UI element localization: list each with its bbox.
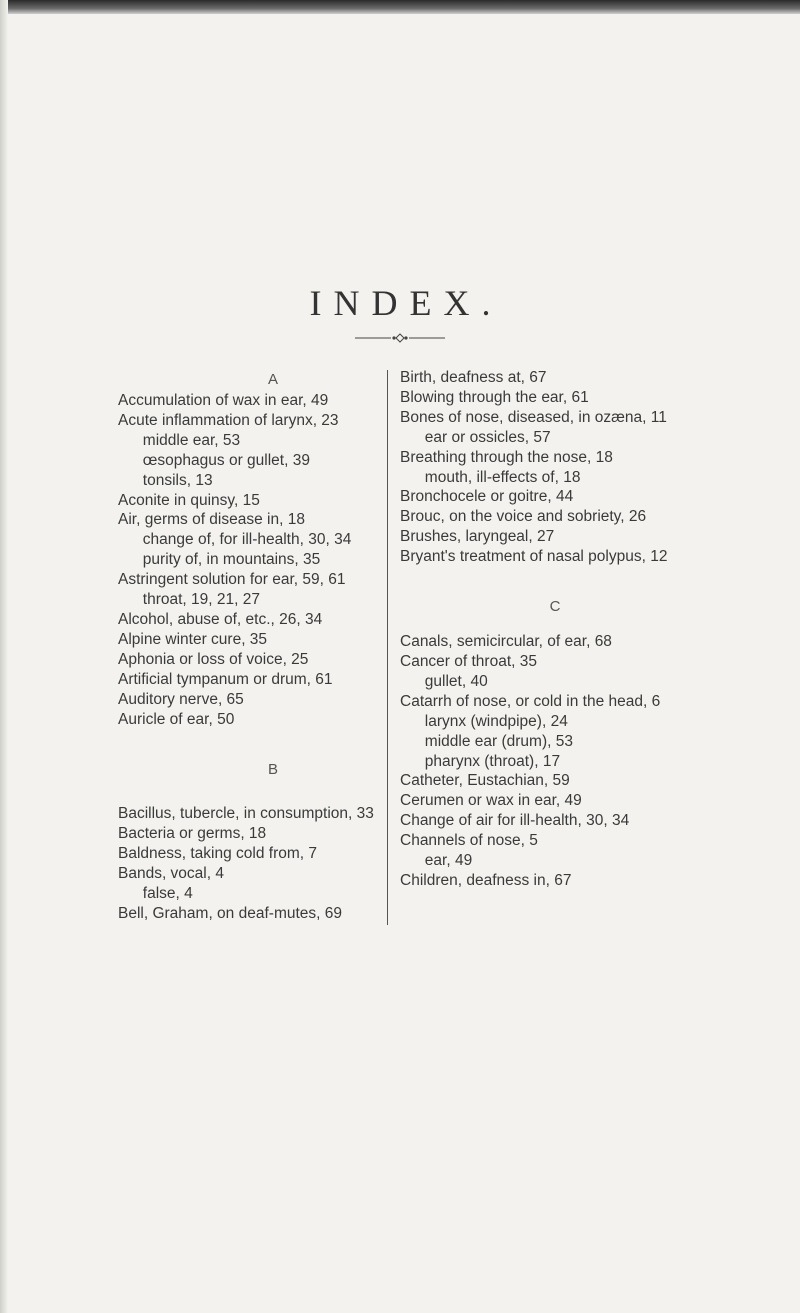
index-entry: Auricle of ear, 50 <box>118 710 235 728</box>
index-subentry: throat, 19, 21, 27 <box>142 591 260 609</box>
index-subentry: gullet, 40 <box>424 672 488 690</box>
index-entry: Cerumen or wax in ear, 49 <box>400 792 582 810</box>
index-subentry: pharynx (throat), 17 <box>424 752 561 770</box>
index-subentry: middle ear, 53 <box>142 431 241 449</box>
index-subentry: larynx (windpipe), 24 <box>424 712 568 730</box>
index-entry: Acute inflammation of larynx, 23 <box>118 411 339 429</box>
index-entry: Artificial tympanum or drum, 61 <box>118 670 333 688</box>
index-entry: Bacillus, tubercle, in consumption, 33 <box>118 805 374 823</box>
index-subentry: ear, 49 <box>424 852 473 870</box>
index-entry: Change of air for ill-health, 30, 34 <box>400 812 630 830</box>
index-entry: Bones of nose, diseased, in ozæna, 11 <box>400 408 667 426</box>
index-entry: Bronchocele or goitre, 44 <box>400 488 574 506</box>
index-entry: Breathing through the nose, 18 <box>400 448 613 466</box>
index-entry: Alcohol, abuse of, etc., 26, 34 <box>118 610 323 628</box>
section-letter: B <box>267 761 278 779</box>
index-entry: Bryant's treatment of nasal polypus, 12 <box>400 548 668 566</box>
index-entry: Cancer of throat, 35 <box>400 652 537 670</box>
index-entry: Alpine winter cure, 35 <box>118 630 268 648</box>
index-subentry: mouth, ill-effects of, 18 <box>424 468 581 486</box>
index-entry: Channels of nose, 5 <box>400 832 538 850</box>
index-subentry: tonsils, 13 <box>142 471 213 489</box>
index-entry: Blowing through the ear, 61 <box>400 388 589 406</box>
index-subentry: purity of, in mountains, 35 <box>142 551 321 569</box>
index-entry: Bands, vocal, 4 <box>118 865 224 883</box>
index-entry: Canals, semicircular, of ear, 68 <box>400 633 612 651</box>
index-entry: Brouc, on the voice and sobriety, 26 <box>400 508 647 526</box>
index-subentry: œsophagus or gullet, 39 <box>142 451 310 469</box>
scan-left-edge <box>0 0 8 1313</box>
section-letter: C <box>549 598 561 616</box>
index-entry: Baldness, taking cold from, 7 <box>118 845 318 863</box>
index-entry: Bell, Graham, on deaf-mutes, 69 <box>118 904 343 922</box>
page-title: INDEX. <box>309 283 503 323</box>
scan-top-edge <box>0 0 800 14</box>
index-entry: Catarrh of nose, or cold in the head, 6 <box>400 692 661 710</box>
index-entry: Accumulation of wax in ear, 49 <box>118 392 329 409</box>
index-entry: Aphonia or loss of voice, 25 <box>118 650 309 668</box>
index-entry: Astringent solution for ear, 59, 61 <box>118 571 346 589</box>
index-entry: Aconite in quinsy, 15 <box>118 491 260 509</box>
index-subentry: change of, for ill-health, 30, 34 <box>142 531 352 549</box>
index-entry: Children, deafness in, 67 <box>400 871 572 889</box>
index-entry: Brushes, laryngeal, 27 <box>400 528 555 546</box>
index-subentry: false, 4 <box>142 885 193 903</box>
index-entry: Air, germs of disease in, 18 <box>118 511 305 529</box>
index-column-left <box>118 368 438 924</box>
ornamental-rule <box>355 332 445 344</box>
index-entry: Bacteria or germs, 18 <box>118 825 267 843</box>
index-column-right <box>400 368 720 891</box>
section-letter: A <box>267 371 278 388</box>
index-entry: Auditory nerve, 65 <box>118 690 244 708</box>
index-entry: Catheter, Eustachian, 59 <box>400 772 570 790</box>
index-entry: Birth, deafness at, 67 <box>400 369 547 386</box>
index-subentry: ear or ossicles, 57 <box>424 428 551 446</box>
index-subentry: middle ear (drum), 53 <box>424 732 573 750</box>
